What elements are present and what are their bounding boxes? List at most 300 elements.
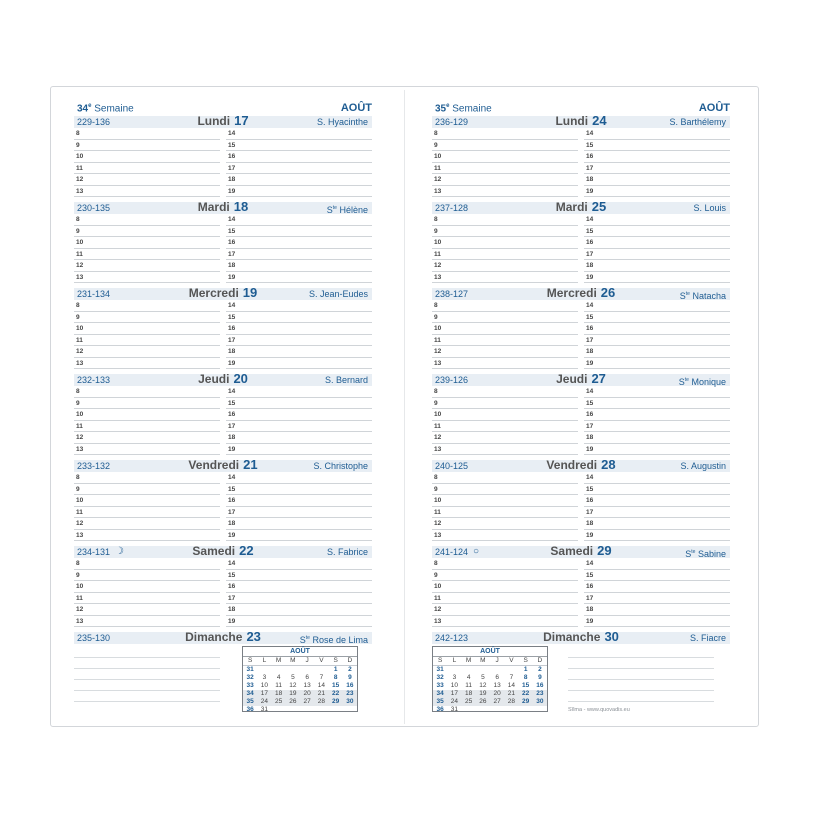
hour-line[interactable]: 14	[226, 472, 372, 484]
hour-line[interactable]: 16	[584, 495, 730, 507]
day-number: 19	[242, 285, 258, 300]
mini-calendar-week	[433, 706, 547, 714]
date-cell: 18	[275, 690, 283, 698]
hour-line[interactable]: 15	[226, 226, 372, 238]
saint-name: S. Augustin	[680, 461, 726, 471]
hour-grid	[74, 386, 372, 460]
hour-line[interactable]: 19	[584, 186, 730, 198]
date-cell: 15	[522, 682, 530, 690]
hour-line[interactable]: 13	[432, 444, 578, 456]
day-number: 26	[600, 285, 616, 300]
note-line[interactable]	[568, 691, 714, 702]
hour-line[interactable]: 8	[432, 386, 578, 398]
mini-calendar-week	[243, 682, 357, 690]
hour-line[interactable]: 15	[584, 570, 730, 582]
hour-line[interactable]: 10	[432, 581, 578, 593]
hour-line[interactable]: 18	[226, 432, 372, 444]
hour-grid	[74, 558, 372, 632]
hour-line[interactable]: 18	[226, 174, 372, 186]
hour-line[interactable]: 13	[74, 530, 220, 542]
hours-morning	[432, 472, 578, 541]
date-cell: 24	[450, 698, 458, 706]
weekday-name: Samedi	[192, 544, 236, 558]
date-cell: 11	[465, 682, 472, 690]
date-cell: 10	[450, 682, 458, 690]
saint-name: S. Barthélemy	[669, 117, 726, 127]
hour-line[interactable]: 18	[226, 346, 372, 358]
hour-line[interactable]: 11	[74, 163, 220, 175]
hour-line[interactable]: 9	[74, 570, 220, 582]
date-cell: 28	[317, 698, 325, 706]
hour-line[interactable]: 12	[432, 346, 578, 358]
hour-line[interactable]: 12	[432, 260, 578, 272]
hour-line[interactable]: 10	[74, 409, 220, 421]
saint-prefix: S	[299, 635, 306, 645]
hour-line[interactable]: 16	[584, 151, 730, 163]
hour-line[interactable]: 14	[584, 128, 730, 140]
saint-name: S. Hyacinthe	[316, 117, 368, 127]
hour-line[interactable]: 8	[432, 558, 578, 570]
hour-line[interactable]: 9	[432, 312, 578, 324]
mini-calendar-week	[243, 666, 357, 674]
day-number: 17	[234, 113, 249, 128]
day-block	[432, 285, 730, 374]
hour-line[interactable]: 10	[74, 581, 220, 593]
hour-line[interactable]: 8	[432, 128, 578, 140]
saint-name: S. Christophe	[313, 461, 368, 471]
hour-line[interactable]: 8	[74, 386, 220, 398]
date-cell	[504, 666, 518, 674]
hour-line[interactable]: 9	[432, 140, 578, 152]
hours-afternoon	[584, 300, 730, 369]
hour-line[interactable]: 13	[74, 272, 220, 284]
note-line[interactable]	[74, 691, 220, 702]
hour-line[interactable]: 15	[584, 398, 730, 410]
hour-line[interactable]: 14	[226, 128, 372, 140]
hour-line[interactable]: 19	[226, 272, 372, 284]
mini-calendar-headers	[243, 657, 357, 666]
hour-line[interactable]: 14	[226, 558, 372, 570]
hour-line[interactable]: 17	[584, 335, 730, 347]
date-cell: 4	[466, 674, 471, 682]
hour-line[interactable]: 9	[74, 140, 220, 152]
hour-line[interactable]: 18	[226, 260, 372, 272]
hour-line[interactable]: 12	[432, 432, 578, 444]
hour-line[interactable]: 17	[584, 507, 730, 519]
hour-grid	[74, 300, 372, 374]
date-cell: 25	[465, 698, 473, 706]
hour-line[interactable]: 9	[74, 312, 220, 324]
hour-line[interactable]: 12	[432, 604, 578, 616]
weekday-name: Dimanche	[185, 630, 243, 644]
sunday-notes[interactable]	[74, 647, 220, 702]
note-line[interactable]	[74, 647, 220, 658]
date-cell	[300, 666, 314, 674]
date-cell: 20	[303, 690, 311, 698]
day-number: 25	[591, 199, 607, 214]
hour-line[interactable]: 19	[226, 530, 372, 542]
day-block	[74, 285, 372, 374]
day-block	[74, 199, 372, 288]
hour-line[interactable]: 19	[584, 272, 730, 284]
week-number-cell: 31	[246, 666, 254, 673]
hour-line[interactable]: 14	[584, 214, 730, 226]
date-cell: 7	[509, 674, 514, 682]
date-cell	[476, 666, 490, 674]
hour-line[interactable]: 18	[584, 518, 730, 530]
date-cell: 8	[523, 674, 528, 682]
left-page	[74, 98, 372, 718]
hour-line[interactable]: 10	[74, 323, 220, 335]
hour-line[interactable]: 8	[74, 472, 220, 484]
day-block	[432, 543, 730, 632]
hour-line[interactable]: 10	[74, 495, 220, 507]
hours-morning	[74, 214, 220, 283]
hour-line[interactable]: 13	[74, 186, 220, 198]
hour-line[interactable]: 19	[584, 530, 730, 542]
date-cell: 29	[332, 698, 340, 706]
day-header	[74, 629, 372, 645]
date-cell	[519, 706, 533, 714]
hour-line[interactable]: 18	[226, 518, 372, 530]
hour-line[interactable]: 19	[584, 358, 730, 370]
day-counter: 236-129	[435, 117, 469, 127]
hour-line[interactable]: 12	[74, 346, 220, 358]
hour-line[interactable]: 9	[432, 570, 578, 582]
hour-line[interactable]: 18	[584, 432, 730, 444]
day-number: 20	[233, 371, 248, 386]
hour-line[interactable]: 12	[74, 518, 220, 530]
hour-line[interactable]: 17	[584, 249, 730, 261]
date-cell: 26	[479, 698, 487, 706]
hour-line[interactable]: 11	[74, 507, 220, 519]
sunday-notes[interactable]	[568, 647, 714, 702]
hour-line[interactable]: 13	[432, 272, 578, 284]
day-header	[74, 543, 372, 558]
hour-line[interactable]: 19	[584, 444, 730, 456]
day-counter: 241-124	[435, 547, 469, 557]
weekday-initial: L	[452, 657, 457, 664]
weekday-initial: V	[319, 657, 324, 664]
hour-line[interactable]: 15	[226, 570, 372, 582]
saint-sup: te	[685, 291, 690, 297]
hour-line[interactable]: 10	[432, 151, 578, 163]
date-cell: 2	[348, 666, 352, 673]
hour-grid	[74, 472, 372, 546]
saint-rest: Natacha	[689, 291, 726, 301]
hour-line[interactable]: 8	[74, 558, 220, 570]
day-counter: 238-127	[435, 289, 469, 299]
hour-grid	[432, 386, 730, 460]
date-cell: 26	[289, 698, 297, 706]
note-line[interactable]	[568, 680, 714, 691]
day-header	[432, 457, 730, 472]
mini-calendar-headers	[433, 657, 547, 666]
date-cell: 16	[536, 682, 544, 690]
hour-line[interactable]: 18	[584, 174, 730, 186]
hour-line[interactable]: 15	[226, 312, 372, 324]
date-cell: 11	[275, 682, 282, 690]
week-text: Semaine	[452, 103, 492, 115]
hours-afternoon	[226, 128, 372, 197]
saint-prefix: S	[678, 377, 685, 387]
hour-line[interactable]: 11	[74, 249, 220, 261]
hour-line[interactable]: 10	[74, 237, 220, 249]
date-cell: 22	[522, 690, 530, 698]
hour-line[interactable]: 17	[226, 421, 372, 433]
note-line[interactable]	[568, 669, 714, 680]
date-cell: 23	[536, 690, 544, 698]
week-number-cell: 35	[436, 698, 444, 706]
saint-name: S. Bernard	[324, 375, 368, 385]
day-number: 22	[239, 543, 254, 558]
hour-line[interactable]: 11	[432, 249, 578, 261]
date-cell: 29	[522, 698, 530, 706]
day-header	[74, 457, 372, 472]
hours-afternoon	[584, 472, 730, 541]
hour-line[interactable]: 8	[432, 472, 578, 484]
date-cell	[343, 706, 357, 714]
week-number-cell: 31	[436, 666, 444, 673]
hour-line[interactable]: 17	[226, 163, 372, 175]
week-suffix: e	[446, 103, 450, 109]
note-line[interactable]	[568, 658, 714, 669]
date-cell	[490, 666, 504, 674]
weekday-name: Lundi	[555, 114, 589, 128]
weekday-name: Samedi	[550, 544, 594, 558]
hour-line[interactable]: 10	[432, 323, 578, 335]
hour-line[interactable]: 13	[74, 444, 220, 456]
moon-phase-icon: ☽	[115, 546, 124, 557]
saint-prefix: S	[679, 291, 686, 301]
date-cell: 23	[346, 690, 354, 698]
hour-line[interactable]: 10	[74, 151, 220, 163]
hour-line[interactable]: 9	[74, 226, 220, 238]
hour-line[interactable]: 14	[584, 386, 730, 398]
hour-line[interactable]: 8	[74, 214, 220, 226]
hour-line[interactable]: 18	[584, 346, 730, 358]
hour-line[interactable]: 14	[226, 214, 372, 226]
hour-line[interactable]: 15	[584, 140, 730, 152]
date-cell: 30	[346, 698, 354, 706]
hour-line[interactable]: 17	[584, 421, 730, 433]
hour-line[interactable]: 16	[584, 323, 730, 335]
hours-afternoon	[226, 214, 372, 283]
weekday-name: Vendredi	[546, 458, 598, 472]
day-header	[74, 371, 372, 386]
hour-line[interactable]: 8	[74, 128, 220, 140]
hour-line[interactable]: 12	[74, 432, 220, 444]
hour-line[interactable]: 10	[432, 409, 578, 421]
date-cell: 13	[303, 682, 311, 690]
hour-line[interactable]: 11	[432, 507, 578, 519]
hour-line[interactable]: 16	[226, 237, 372, 249]
hours-morning	[432, 386, 578, 455]
date-cell: 31	[450, 706, 458, 714]
hour-line[interactable]: 13	[74, 358, 220, 370]
date-cell: 15	[332, 682, 340, 690]
hour-line[interactable]: 13	[74, 616, 220, 628]
hour-line[interactable]: 11	[432, 593, 578, 605]
hour-line[interactable]: 11	[74, 335, 220, 347]
date-cell: 19	[289, 690, 297, 698]
week-number-cell: 33	[436, 682, 444, 690]
footer-credit: Sîlma - www.quovadis.eu	[568, 707, 630, 713]
date-cell: 17	[450, 690, 458, 698]
date-cell: 5	[481, 674, 485, 682]
hour-line[interactable]: 11	[74, 421, 220, 433]
day-block	[74, 113, 372, 202]
hour-line[interactable]: 11	[432, 335, 578, 347]
week-number-cell: 36	[246, 706, 254, 714]
hour-line[interactable]: 14	[584, 300, 730, 312]
hour-line[interactable]: 14	[584, 558, 730, 570]
hour-grid	[74, 128, 372, 202]
day-name	[432, 199, 730, 215]
hour-line[interactable]: 16	[584, 409, 730, 421]
day-header	[74, 199, 372, 215]
hour-line[interactable]: 15	[226, 484, 372, 496]
date-cell: 20	[493, 690, 501, 698]
hour-line[interactable]: 16	[226, 581, 372, 593]
hour-line[interactable]: 18	[584, 260, 730, 272]
hour-line[interactable]: 12	[74, 604, 220, 616]
hour-line[interactable]: 15	[584, 226, 730, 238]
hour-line[interactable]: 17	[584, 163, 730, 175]
hours-morning	[432, 214, 578, 283]
day-number: 28	[601, 457, 616, 472]
hour-line[interactable]: 13	[432, 186, 578, 198]
mini-calendar	[242, 646, 358, 712]
hour-line[interactable]: 12	[74, 260, 220, 272]
mini-calendar-title: AOÛT	[433, 647, 547, 657]
weekday-name: Jeudi	[556, 372, 588, 386]
hours-afternoon	[584, 558, 730, 627]
hour-line[interactable]: 16	[584, 237, 730, 249]
hour-line[interactable]: 10	[432, 495, 578, 507]
hour-line[interactable]: 16	[226, 151, 372, 163]
hour-line[interactable]: 14	[226, 300, 372, 312]
hour-line[interactable]: 11	[74, 593, 220, 605]
date-cell: 12	[289, 682, 297, 690]
day-number: 23	[246, 629, 261, 644]
hour-line[interactable]: 9	[432, 398, 578, 410]
hour-line[interactable]: 10	[432, 237, 578, 249]
hour-line[interactable]: 8	[432, 300, 578, 312]
date-cell	[462, 666, 476, 674]
weekday-initial: M	[465, 657, 472, 664]
day-block	[432, 371, 730, 460]
hour-line[interactable]: 18	[226, 604, 372, 616]
hour-line[interactable]: 13	[432, 358, 578, 370]
hour-line[interactable]: 8	[74, 300, 220, 312]
weekday-initial: D	[347, 657, 353, 664]
week-number-cell: 33	[246, 682, 254, 690]
weekday-name: Mardi	[555, 200, 588, 214]
hour-line[interactable]: 11	[432, 163, 578, 175]
hour-line[interactable]: 17	[226, 249, 372, 261]
hour-line[interactable]: 12	[432, 518, 578, 530]
hour-line[interactable]: 9	[74, 398, 220, 410]
hour-line[interactable]: 14	[226, 386, 372, 398]
hour-line[interactable]: 19	[226, 616, 372, 628]
hour-line[interactable]: 9	[74, 484, 220, 496]
hour-line[interactable]: 16	[226, 323, 372, 335]
hour-line[interactable]: 9	[432, 484, 578, 496]
hour-line[interactable]: 14	[584, 472, 730, 484]
saint-rest: Sabine	[695, 549, 726, 559]
hour-line[interactable]: 13	[432, 616, 578, 628]
week-number-cell: 36	[436, 706, 444, 714]
day-counter: 231-134	[77, 289, 111, 299]
sunday-block	[432, 629, 730, 718]
hour-line[interactable]: 17	[226, 593, 372, 605]
week-suffix: e	[88, 103, 92, 109]
hour-line[interactable]: 17	[584, 593, 730, 605]
weekday-initial: S	[437, 657, 443, 664]
hour-line[interactable]: 13	[432, 530, 578, 542]
day-number: 24	[592, 113, 607, 128]
hour-line[interactable]: 15	[226, 140, 372, 152]
hour-line[interactable]: 19	[226, 186, 372, 198]
hour-line[interactable]: 8	[432, 214, 578, 226]
hour-line[interactable]: 16	[226, 409, 372, 421]
week-number-cell: 34	[436, 690, 444, 698]
note-line[interactable]	[568, 647, 714, 658]
saint-name: S. Fiacre	[689, 633, 726, 643]
weekday-name: Vendredi	[188, 458, 240, 472]
hour-line[interactable]: 19	[226, 444, 372, 456]
hour-line[interactable]: 19	[226, 358, 372, 370]
hour-line[interactable]: 12	[74, 174, 220, 186]
hour-line[interactable]: 17	[226, 335, 372, 347]
note-line[interactable]	[74, 658, 220, 669]
hour-line[interactable]: 16	[584, 581, 730, 593]
weekday-name: Mercredi	[546, 286, 597, 300]
date-cell: 21	[317, 690, 325, 698]
note-line[interactable]	[74, 669, 220, 680]
day-block	[74, 543, 372, 632]
date-cell	[447, 666, 461, 674]
day-counter: 233-132	[77, 461, 111, 471]
hour-grid	[432, 128, 730, 202]
hour-line[interactable]: 15	[584, 312, 730, 324]
date-cell: 21	[507, 690, 515, 698]
hour-line[interactable]: 12	[432, 174, 578, 186]
hour-line[interactable]: 17	[226, 507, 372, 519]
saint-sup: te	[691, 549, 696, 555]
date-cell	[272, 706, 286, 714]
date-cell: 4	[276, 674, 281, 682]
moon-phase-icon: ○	[473, 546, 480, 557]
day-header	[432, 371, 730, 387]
hour-line[interactable]: 11	[432, 421, 578, 433]
hour-line[interactable]: 18	[584, 604, 730, 616]
day-number: 29	[597, 543, 612, 558]
date-cell	[286, 706, 300, 714]
date-cell: 22	[332, 690, 340, 698]
hour-line[interactable]: 9	[432, 226, 578, 238]
saint-prefix: S	[685, 549, 692, 559]
hours-afternoon	[226, 558, 372, 627]
mini-calendar-title: AOÛT	[243, 647, 357, 657]
hour-line[interactable]: 19	[584, 616, 730, 628]
hour-line[interactable]: 16	[226, 495, 372, 507]
hour-line[interactable]: 15	[226, 398, 372, 410]
date-cell	[462, 706, 476, 714]
hour-line[interactable]: 15	[584, 484, 730, 496]
note-line[interactable]	[74, 680, 220, 691]
